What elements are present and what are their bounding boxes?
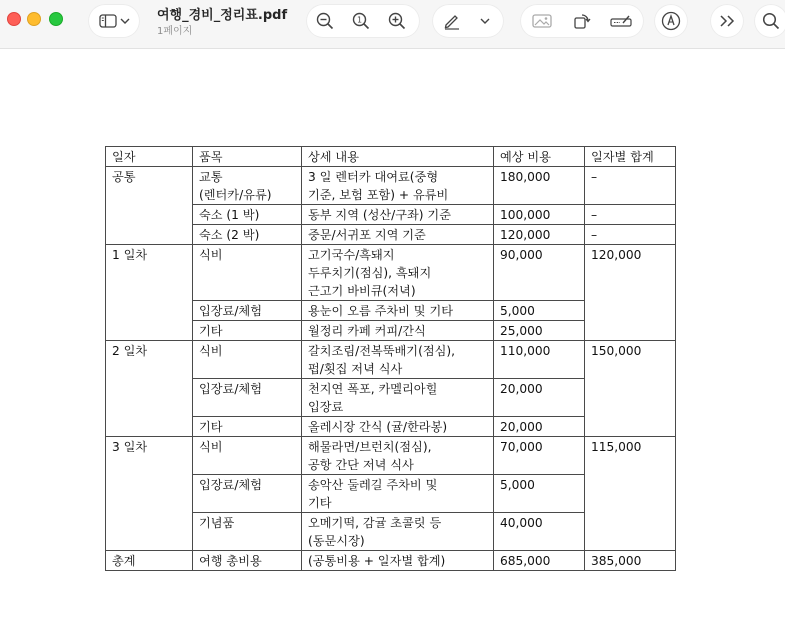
item-cell [193,437,302,475]
item-cell [193,475,302,513]
highlight-icon [660,4,682,38]
table-row [106,341,676,379]
detail-cell [302,417,494,437]
cell-line: 올레시장 간식 (귤/한라봉) [308,420,448,434]
cell-line: 기준, 보험 포함) + 유류비 [308,188,449,202]
search-icon [760,4,782,38]
minimize-window-button[interactable] [27,12,41,26]
item-cell [193,341,302,379]
total-detail-cell: (공통비용 + 일자별 합계) [302,551,494,571]
expense-table [105,146,676,571]
cell-line: 식비 [199,440,223,454]
cell-line: 해물라면/브런치(점심), [308,440,432,454]
cost-cell: 70,000 [494,437,585,475]
cost-cell: 20,000 [494,417,585,437]
cell-line: 식비 [199,248,223,262]
cell-line: 기타 [199,324,223,338]
subtotal-cell: – [585,225,676,245]
toolbar [0,0,785,49]
cell-line: 공항 간단 저녁 식사 [308,458,414,472]
total-sum-cell: 385,000 [585,551,676,571]
subtotal-cell: 120,000 [585,245,676,341]
cost-cell: 180,000 [494,167,585,205]
detail-cell [302,301,494,321]
zoom-window-button[interactable] [49,12,63,26]
subtotal-cell: – [585,167,676,205]
detail-cell [302,167,494,205]
day-label-cell: 공통 [106,167,193,245]
table-row [106,167,676,205]
total-row [106,551,676,571]
cell-line: 월정리 카페 커피/간식 [308,324,426,338]
cell-line: 천지연 폭포, 카멜리아힐 [308,382,438,396]
tools-group [520,4,644,38]
day-label-cell: 3 일차 [106,437,193,551]
image-markup-icon[interactable] [530,4,554,38]
item-cell [193,379,302,417]
total-cost-cell: 685,000 [494,551,585,571]
header-row [106,147,676,167]
item-cell [193,301,302,321]
day-label-cell: 1 일차 [106,245,193,341]
column-header: 일자별 합계 [585,147,676,167]
sidebar-icon [98,4,118,38]
more-icon [716,4,738,38]
cell-line: 입장료/체험 [199,478,262,492]
cell-line: 3 일 렌터카 대여료(중형 [308,170,439,184]
subtotal-cell: – [585,205,676,225]
cost-cell: 25,000 [494,321,585,341]
cell-line: 고기국수/흑돼지 [308,248,395,262]
cost-cell: 120,000 [494,225,585,245]
table-row [106,245,676,301]
close-window-button[interactable] [7,12,21,26]
cost-cell: 110,000 [494,341,585,379]
total-label-cell: 총계 [106,551,193,571]
cell-line: (동문시장) [308,534,365,548]
cell-line: 입장료 [308,400,344,414]
cell-line: 오메기떡, 감귤 초콜릿 등 [308,516,442,530]
sidebar-toggle-button[interactable] [88,4,140,38]
cost-cell: 40,000 [494,513,585,551]
subtotal-cell: 115,000 [585,437,676,551]
zoom-in-icon[interactable] [386,4,408,38]
item-cell [193,245,302,301]
cost-cell: 100,000 [494,205,585,225]
cell-line: 두루치기(점심), 흑돼지 [308,266,432,280]
cell-line: 갈치조림/전복뚝배기(점심), [308,344,455,358]
rotate-icon[interactable] [570,4,594,38]
detail-cell [302,205,494,225]
column-header: 일자 [106,147,193,167]
item-cell [193,513,302,551]
svg-text:1: 1 [356,15,363,25]
cell-line: 입장료/체험 [199,304,262,318]
column-header: 품목 [193,147,302,167]
markup-controls [432,4,504,38]
cell-line: 기타 [308,496,332,510]
cell-line: (렌터카/유류) [199,188,272,202]
column-header: 예상 비용 [494,147,585,167]
cell-line: 기타 [199,420,223,434]
cell-line: 용눈이 오름 주차비 및 기타 [308,304,454,318]
cell-line: 송악산 둘레길 주차비 및 [308,478,438,492]
cell-line: 입장료/체험 [199,382,262,396]
chevron-down-icon[interactable] [478,4,492,38]
day-label-cell: 2 일차 [106,341,193,437]
total-item-cell: 여행 총비용 [193,551,302,571]
item-cell [193,417,302,437]
actual-size-icon[interactable] [350,4,372,38]
cell-line: 숙소 (1 박) [199,208,260,222]
detail-cell [302,225,494,245]
cell-line: 기념품 [199,516,235,530]
cell-line: 식비 [199,344,223,358]
cell-line: 펍/횟집 저녁 식사 [308,362,403,376]
subtotal-cell: 150,000 [585,341,676,437]
detail-cell [302,513,494,551]
search-button[interactable] [754,4,785,38]
zoom-controls [306,4,420,38]
detail-cell [302,379,494,417]
item-cell [193,225,302,245]
signature-icon[interactable] [608,4,634,38]
table-row [106,437,676,475]
page-indicator: 1페이지 [157,26,193,37]
cell-line: 동부 지역 (성산/구좌) 기준 [308,208,451,222]
item-cell [193,321,302,341]
cost-cell: 5,000 [494,475,585,513]
cell-line: 교통 [199,170,223,184]
detail-cell [302,437,494,475]
cost-cell: 20,000 [494,379,585,417]
detail-cell [302,475,494,513]
cell-line: 중문/서귀포 지역 기준 [308,228,426,242]
more-button[interactable] [710,4,744,38]
pdf-page [0,49,785,631]
column-header: 상세 내용 [302,147,494,167]
pen-markup-icon[interactable] [441,4,463,38]
cell-line: 근고기 바비큐(저녁) [308,284,416,298]
document-title: 여행_경비_정리표.pdf [157,8,288,23]
cost-cell: 5,000 [494,301,585,321]
detail-cell [302,341,494,379]
highlight-button[interactable] [654,4,688,38]
chevron-down-icon [119,4,131,38]
detail-cell [302,245,494,301]
cost-cell: 90,000 [494,245,585,301]
zoom-out-icon[interactable] [314,4,336,38]
item-cell [193,205,302,225]
item-cell [193,167,302,205]
detail-cell [302,321,494,341]
cell-line: 숙소 (2 박) [199,228,260,242]
